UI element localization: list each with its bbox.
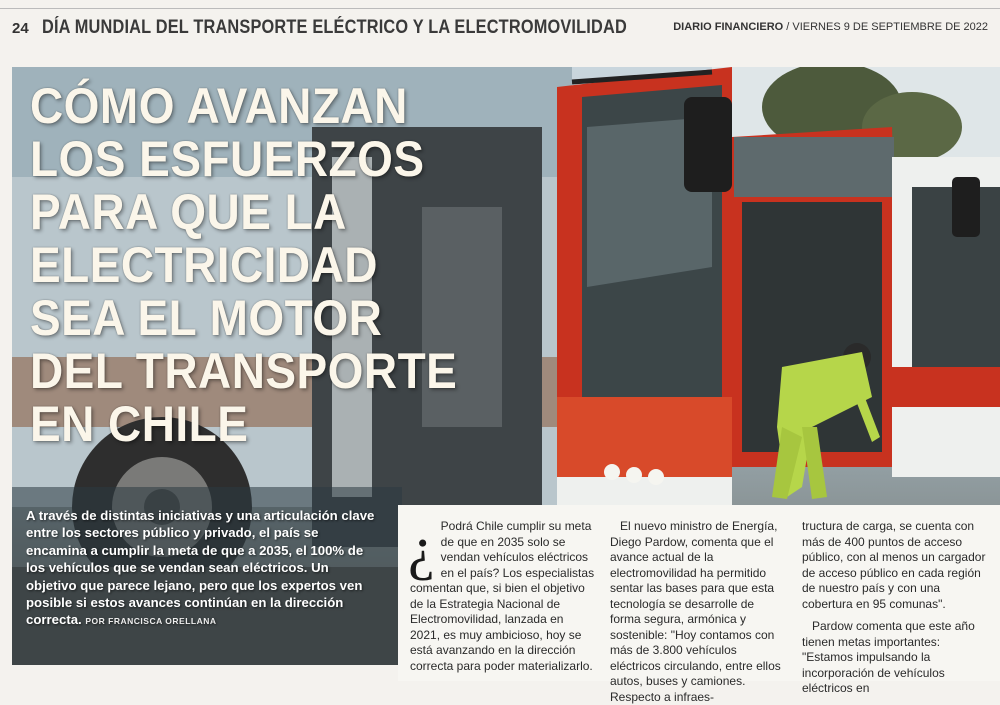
article-headline [30, 80, 545, 451]
headlight [648, 469, 664, 485]
page-header [0, 0, 1000, 56]
paragraph: tructura de carga, se cuenta con más de 400 puntos de acceso público, con al menos un cargador de acceso público en cada región de nuestro país y con una cobertura en 95 comunas". [802, 519, 986, 611]
headline-line: DEL TRANSPORTE [30, 343, 458, 399]
headline-line: CÓMO AVANZAN [30, 78, 408, 134]
headline-line: ELECTRICIDAD [30, 237, 378, 293]
article-column-3 [802, 519, 988, 697]
paragraph: Podrá Chile cumplir su meta de que en 2035 solo se vendan vehículos eléctricos en el país? Los especialistas comentan que, si bien el objetivo de la Estrategia Nacional de Electromovilidad, lanzada en 2021, es muy ambicioso, hoy se está avanzando en la dirección correcta para poder materializarlo. [410, 519, 595, 673]
headline-line: LOS ESFUERZOS [30, 131, 425, 187]
headline-line: SEA EL MOTOR [30, 290, 383, 346]
dropcap: ¿ [408, 515, 435, 581]
headline-line: EN CHILE [30, 396, 249, 452]
headlight [604, 464, 620, 480]
headlight [626, 467, 642, 483]
page-number: 24 [12, 20, 29, 37]
issue-date: / VIERNES 9 DE SEPTIEMBRE DE 2022 [783, 21, 988, 33]
paper-date-line [673, 21, 988, 33]
headline-line: PARA QUE LA [30, 184, 347, 240]
bus-mirror [684, 97, 732, 192]
center-bus-bottom [557, 477, 732, 507]
paragraph: Pardow comenta que este año tienen metas importantes: "Estamos impulsando la incorporación de vehículos eléctricos en [802, 619, 975, 695]
article-column-1 [408, 515, 595, 674]
section-title: DÍA MUNDIAL DEL TRANSPORTE ELÉCTRICO Y LA ELECTROMOVILIDAD [42, 17, 627, 38]
byline: POR FRANCISCA ORELLANA [85, 616, 217, 627]
far-bus-stripe [892, 367, 1000, 407]
article-column-2 [610, 519, 788, 705]
paragraph: El nuevo ministro de Energía, Diego Pardow, comenta que el avance actual de la electromovilidad ha permitido sentar las bases para que esta tecnología se desarrolle de forma segura, armónica y sostenible: "Hoy contamos con más de 3.800 vehículos eléctricos circulando, entre ellos autos, buses y camiones. Respecto a infraes- [610, 519, 781, 704]
right-bus-sign [734, 137, 894, 197]
article-lead [26, 507, 381, 629]
far-bus-mirror [952, 177, 980, 237]
article-body [398, 505, 1000, 704]
lead-text: A través de distintas iniciativas y una articulación clave entre los sectores público y privado, el país se encamina a cumplir la meta de que a 2035, el 100% de los vehículos que se vendan sean eléctricos. Un objetivo que parece lejano, pero que los expertos ven posible si estos avances continúan en la dirección correcta. [26, 508, 375, 628]
header-rule [0, 8, 1000, 9]
paper-name: DIARIO FINANCIERO [673, 21, 784, 33]
